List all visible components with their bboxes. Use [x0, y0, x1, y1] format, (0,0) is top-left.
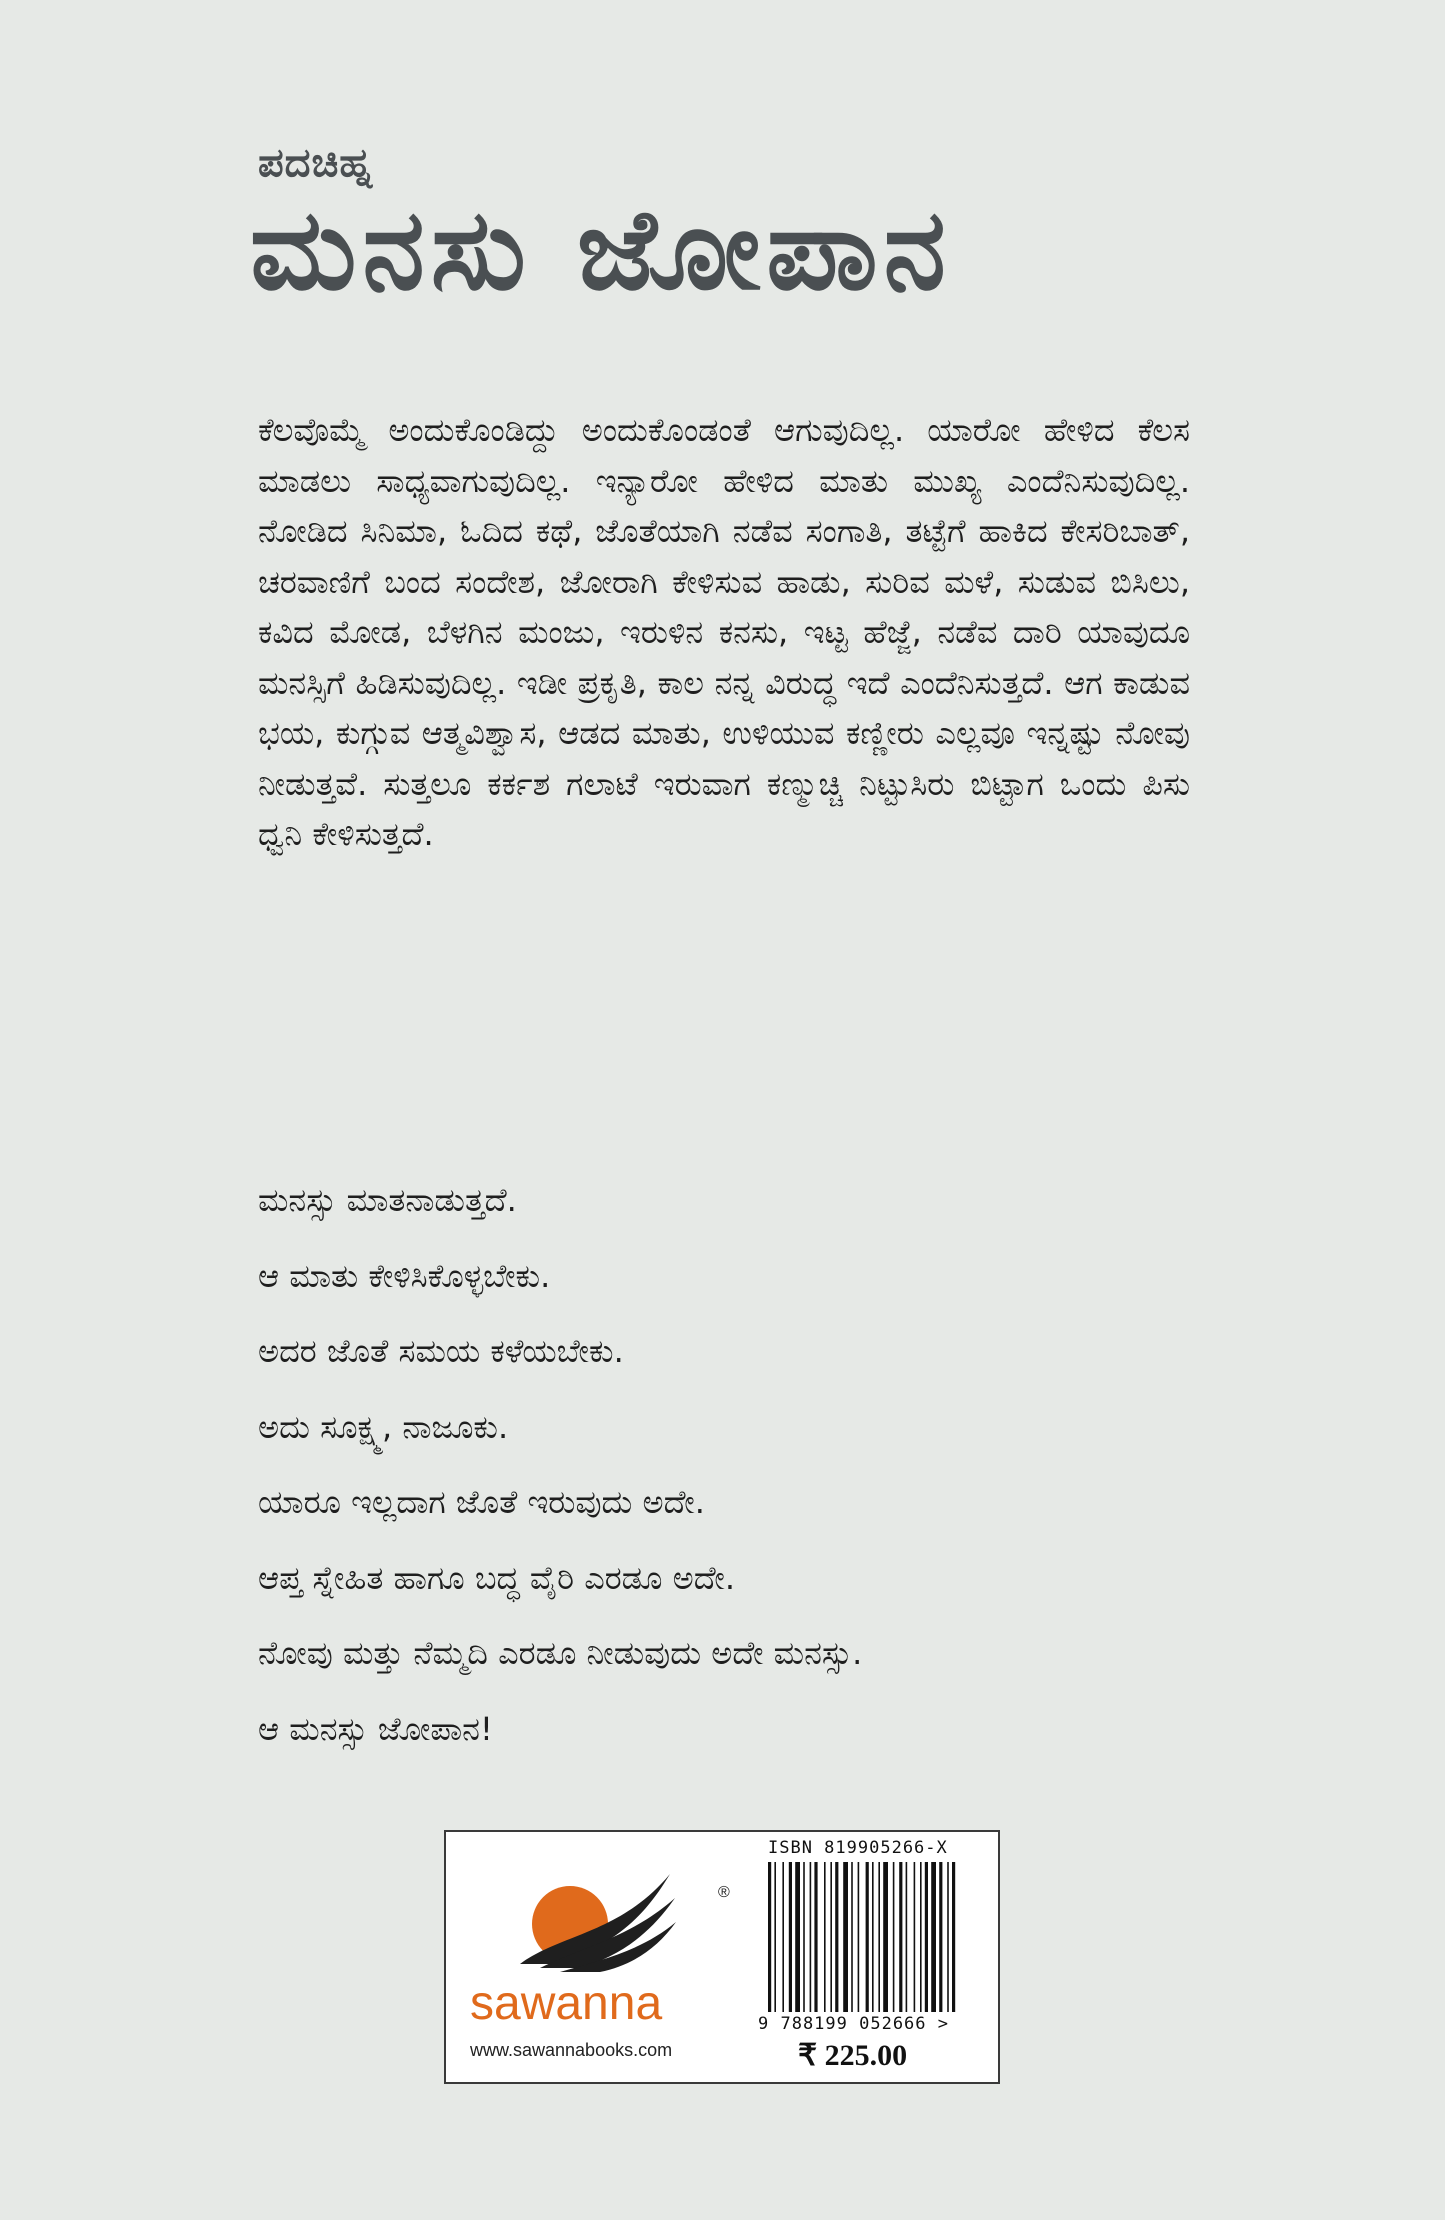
barcode-bar [774, 1862, 776, 2012]
publisher-logo [460, 1864, 730, 2074]
barcode-bar [883, 1862, 888, 2012]
barcode-bar [939, 1862, 942, 2012]
barcode-bar [872, 1862, 874, 2012]
closing-line: ಯಾರೂ ಇಲ್ಲದಾಗ ಜೊತೆ ಇರುವುದು ಅದೇ. [258, 1483, 705, 1521]
barcode-bar [803, 1862, 805, 2012]
closing-line: ಅದು ಸೂಕ್ಷ್ಮ, ನಾಜೂಕು. [258, 1407, 509, 1446]
price: ₹ 225.00 [798, 2039, 908, 2072]
barcode-number: 9 788199 052666 > [758, 2014, 949, 2034]
sunrise-wing-logo-icon [500, 1864, 700, 1984]
barcode-bar [830, 1862, 832, 2012]
barcode-bars [764, 1862, 974, 2012]
barcode-bar [824, 1862, 826, 2012]
barcode-bar [789, 1862, 792, 2012]
barcode-bar [931, 1862, 936, 2012]
barcode-bar [899, 1862, 902, 2012]
barcode-panel [444, 1830, 1000, 2084]
closing-line: ಮನಸ್ಸು ಮಾತನಾಡುತ್ತದೆ. [258, 1181, 517, 1219]
barcode-bar [878, 1862, 880, 2012]
barcode-bar [843, 1862, 848, 2012]
barcode-bar [858, 1862, 860, 2012]
barcode-bar [906, 1862, 908, 2012]
barcode-bar [952, 1862, 955, 2012]
publisher-name: sawanna [470, 1977, 663, 2030]
barcode-bar [914, 1862, 916, 2012]
barcode-bar [851, 1862, 853, 2012]
closing-line: ಆ ಮಾತು ಕೇಳಿಸಿಕೊಳ್ಳಬೇಕು. [258, 1256, 551, 1295]
closing-line: ಆಪ್ತ ಸ್ನೇಹಿತ ಹಾಗೂ ಬದ್ಧ ವೈರಿ ಎರಡೂ ಅದೇ. [258, 1558, 736, 1597]
publisher-website: www.sawannabooks.com [470, 2040, 673, 2060]
closing-line: ಅದರ ಜೊತೆ ಸಮಯ ಕಳೆಯಬೇಕು. [258, 1332, 624, 1370]
closing-line: ನೋವು ಮತ್ತು ನೆಮ್ಮದಿ ಎರಡೂ ನೀಡುವುದು ಅದೇ ಮನಸ್ಸು. [258, 1634, 863, 1672]
barcode-bar [835, 1862, 838, 2012]
barcode-bar [795, 1862, 800, 2012]
blurb-paragraph: ಕೆಲವೊಮ್ಮೆ ಅಂದುಕೊಂಡಿದ್ದು ಅಂದುಕೊಂಡಂತೆ ಆಗುವುದಿಲ್ಲ. ಯಾರೋ ಹೇಳಿದ ಕೆಲಸ ಮಾಡಲು ಸಾಧ್ಯವಾಗುವುದಿಲ್ಲ. ಇನ್ಯಾರೋ ಹೇಳಿದ ಮಾತು ಮುಖ್ಯ ಎಂದೆನಿಸುವುದಿಲ್ಲ. ನೋಡಿದ ಸಿನಿಮಾ, ಓದಿದ ಕಥೆ, ಜೊತೆಯಾಗಿ ನಡೆವ ಸಂಗಾತಿ, ತಟ್ಟೆಗೆ ಹಾಕಿದ ಕೇಸರಿಬಾತ್, ಚರವಾಣಿಗೆ ಬಂದ ಸಂದೇಶ, ಜೋರಾಗಿ ಕೇಳಿಸುವ ಹಾಡು, ಸುರಿವ ಮಳೆ, ಸುಡುವ ಬಿಸಿಲು, ಕವಿದ ಮೋಡ, ಬೆಳಗಿನ ಮಂಜು, ಇರುಳಿನ ಕನಸು, ಇಟ್ಟ ಹೆಜ್ಜೆ, ನಡೆವ ದಾರಿ ಯಾವುದೂ ಮನಸ್ಸಿಗೆ ಹಿಡಿಸುವುದಿಲ್ಲ. ಇಡೀ ಪ್ರಕೃತಿ, ಕಾಲ ನನ್ನ ವಿರುದ್ಧ ಇದೆ ಎಂದೆನಿಸುತ್ತದೆ. ಆಗ ಕಾಡುವ ಭಯ, ಕುಗ್ಗುವ ಆತ್ಮವಿಶ್ವಾಸ, ಆಡದ ಮಾತು, ಉಳಿಯುವ ಕಣ್ಣೀರು ಎಲ್ಲವೂ ಇನ್ನಷ್ಟು ನೋವು ನೀಡುತ್ತವೆ. ಸುತ್ತಲೂ ಕರ್ಕಶ ಗಲಾಟೆ ಇರುವಾಗ ಕಣ್ಮುಚ್ಚಿ ನಿಟ್ಟುಸಿರು ಬಿಟ್ಟಾಗ ಒಂದು ಪಿಸು ಧ್ವನಿ ಕೇಳಿಸುತ್ತದೆ. [258, 411, 1190, 853]
closing-lines [258, 1170, 1190, 1774]
closing-line: ಆ ಮನಸ್ಸು ಜೋಪಾನ! [258, 1709, 493, 1748]
registered-mark: ® [718, 1884, 730, 1901]
barcode-bar [814, 1862, 817, 2012]
barcode-bar [782, 1862, 784, 2012]
isbn-label: ISBN 819905266-X [768, 1838, 948, 1858]
barcode-bar [925, 1862, 928, 2012]
barcode-bar [920, 1862, 922, 2012]
book-title: ಮನಸು ಜೋಪಾನ [250, 185, 952, 315]
series-title: ಪದಚಿಹ್ನ [258, 140, 374, 186]
barcode-bar [810, 1862, 812, 2012]
barcode-bar [866, 1862, 869, 2012]
barcode-bar [768, 1862, 771, 2012]
barcode-bar [893, 1862, 895, 2012]
barcode-bar [947, 1862, 949, 2012]
